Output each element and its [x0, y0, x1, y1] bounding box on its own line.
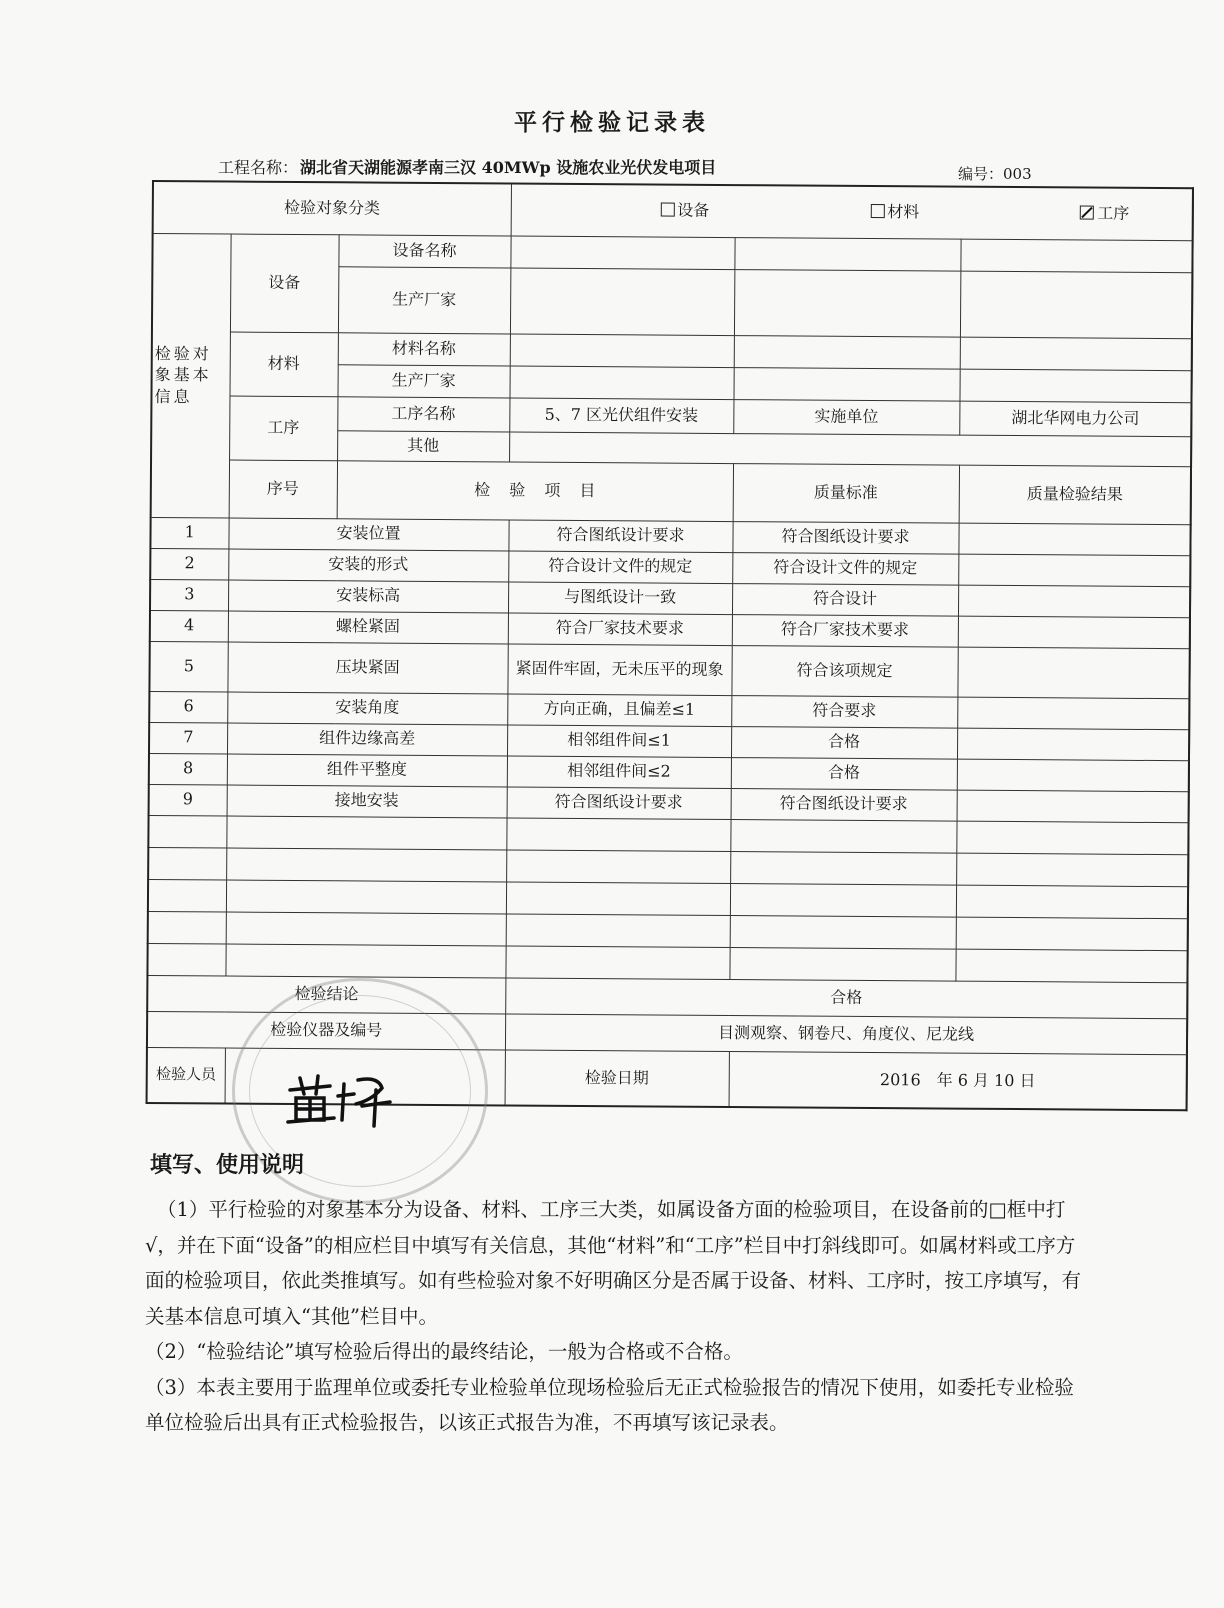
process-name-value[interactable]: 5、7 区光伏组件安装 — [509, 398, 733, 434]
equipment-name-cell[interactable] — [510, 236, 734, 270]
item-standard: 相邻组件间≤2 — [507, 755, 731, 788]
empty-cell[interactable] — [730, 915, 956, 949]
item-name: 安装的形式 — [228, 549, 508, 582]
item-standard: 符合设计文件的规定 — [508, 550, 732, 583]
instruction-paragraph-3: （3）本表主要用于监理单位或委托专业检验单位现场检验后无正式检验报告的情况下使用，如委托专业检验单位检验后出具有正式检验报告，以该正式报告为准，不再填写该记录表。 — [145, 1375, 1074, 1434]
item-result[interactable]: 符合厂家技术要求 — [732, 614, 958, 647]
material-maker-label: 生产厂家 — [337, 364, 509, 397]
process-other-label: 其他 — [337, 430, 509, 461]
checkbox-equipment-box[interactable] — [660, 203, 674, 217]
item-no: 4 — [150, 610, 228, 642]
item-remark[interactable] — [957, 790, 1189, 823]
checkbox-equipment[interactable] — [660, 202, 709, 221]
inspector-signature — [282, 1060, 402, 1130]
item-standard: 符合图纸设计要求 — [508, 519, 732, 552]
item-name: 安装位置 — [228, 518, 508, 551]
item-result[interactable]: 符合设计 — [732, 583, 958, 616]
item-name: 组件平整度 — [227, 754, 507, 787]
item-no: 6 — [149, 691, 227, 723]
empty-cell[interactable] — [147, 943, 225, 976]
item-standard: 方向正确，且偏差≤1 — [507, 693, 731, 726]
instruments-label: 检验仪器及编号 — [147, 1011, 505, 1049]
empty-cell[interactable] — [506, 849, 730, 883]
table-row — [149, 641, 1189, 698]
item-standard: 与图纸设计一致 — [508, 581, 732, 614]
equipment-name-label: 设备名称 — [338, 234, 510, 267]
header-no: 序号 — [229, 460, 337, 519]
material-name-label: 材料名称 — [338, 332, 510, 365]
instruction-paragraph-1: （1）平行检验的对象基本分为设备、材料、工序三大类，如属设备方面的检验项目，在设备前的□框中打√，并在下面“设备”的相应栏目中填写有关信息，其他“材料”和“工序”栏目中打斜线即可。如属材料或工序方面的检验项目，依此类推填写。如有些检验对象不好明确区分是否属于设备、材料、工序时，按工序填写，有关基本信息可填入“其他”栏目中。 — [145, 1198, 1082, 1328]
material-maker-cell-2[interactable] — [734, 367, 960, 401]
item-name: 安装角度 — [227, 692, 507, 725]
inspection-form-table — [146, 180, 1194, 1111]
empty-cell[interactable] — [729, 947, 955, 981]
serial-number: 编号：003 — [958, 165, 1032, 183]
checkbox-process-box[interactable] — [1080, 206, 1094, 220]
project-name: 湖北省天湖能源孝南三汉 40MWp 设施农业光伏发电项目 — [300, 158, 717, 177]
item-name: 螺栓紧固 — [228, 611, 508, 644]
page-title: 平行检验记录表 — [514, 109, 710, 136]
material-label: 材料 — [229, 332, 337, 397]
date-value[interactable]: 2016 年 6 月 10 日 — [729, 1051, 1187, 1110]
item-name: 组件边缘高差 — [227, 723, 507, 756]
instruments-value[interactable]: 目测观察、钢卷尺、角度仪、尼龙线 — [505, 1013, 1187, 1054]
item-result[interactable]: 符合图纸设计要求 — [731, 788, 957, 821]
category-label: 检验对象分类 — [153, 181, 511, 235]
item-remark[interactable] — [957, 728, 1189, 761]
header-result: 质量检验结果 — [959, 465, 1191, 525]
category-options — [511, 184, 1193, 241]
equipment-maker-label: 生产厂家 — [338, 266, 510, 333]
item-no: 1 — [150, 517, 228, 549]
empty-cell[interactable] — [225, 944, 505, 978]
equipment-label: 设备 — [230, 234, 339, 333]
item-result[interactable]: 符合要求 — [731, 695, 957, 728]
instruction-paragraph-2: （2）“检验结论”填写检验后得出的最终结论，一般为合格或不合格。 — [145, 1340, 743, 1363]
item-remark[interactable] — [958, 554, 1190, 587]
item-standard: 紧固件牢固，无未压平的现象 — [507, 643, 731, 695]
project-label: 工程名称： — [218, 158, 299, 177]
equipment-name-cell-3[interactable] — [960, 239, 1192, 273]
equipment-maker-cell-3[interactable] — [960, 271, 1192, 339]
material-maker-cell-3[interactable] — [959, 369, 1191, 403]
conclusion-value[interactable]: 合格 — [505, 977, 1187, 1018]
empty-cell[interactable] — [505, 945, 729, 979]
empty-cell[interactable] — [730, 851, 956, 885]
empty-cell[interactable] — [148, 815, 226, 848]
empty-cell[interactable] — [226, 912, 506, 946]
empty-cell[interactable] — [956, 885, 1188, 919]
process-label: 工序 — [229, 396, 337, 461]
basic-info-label: 检验对象基本信息 — [151, 233, 231, 518]
item-result[interactable]: 符合该项规定 — [731, 645, 957, 697]
equipment-name-cell-2[interactable] — [734, 237, 960, 271]
item-result[interactable]: 符合设计文件的规定 — [732, 552, 958, 585]
item-result[interactable]: 符合图纸设计要求 — [732, 521, 958, 554]
process-name-label: 工序名称 — [337, 396, 509, 431]
empty-cell[interactable] — [226, 880, 506, 914]
material-name-cell-2[interactable] — [734, 335, 960, 369]
material-maker-cell[interactable] — [510, 366, 734, 400]
items-header-row — [151, 459, 1191, 524]
process-unit-label: 实施单位 — [733, 399, 959, 435]
checkbox-material-box[interactable] — [870, 204, 884, 218]
item-result[interactable]: 合格 — [731, 757, 957, 790]
checkbox-process-label: 工序 — [1097, 203, 1130, 223]
category-row — [153, 181, 1193, 240]
checkbox-material[interactable] — [870, 203, 919, 222]
empty-cell[interactable] — [226, 848, 506, 882]
equipment-maker-cell-2[interactable] — [734, 269, 960, 337]
empty-cell[interactable] — [956, 853, 1188, 887]
inspector-label: 检验人员 — [147, 1047, 225, 1104]
item-standard: 符合图纸设计要求 — [507, 786, 731, 819]
item-name: 安装标高 — [228, 580, 508, 613]
equipment-maker-cell[interactable] — [510, 268, 734, 336]
empty-cell[interactable] — [955, 949, 1187, 983]
item-no: 2 — [150, 548, 228, 580]
material-name-cell[interactable] — [510, 334, 734, 368]
checkbox-equipment-label: 设备 — [677, 200, 710, 220]
checkbox-process[interactable] — [1080, 205, 1129, 224]
checkbox-material-label: 材料 — [887, 202, 920, 222]
empty-cell[interactable] — [226, 816, 506, 850]
project-line — [218, 155, 716, 178]
item-remark[interactable] — [957, 697, 1189, 730]
material-name-cell-3[interactable] — [960, 337, 1192, 371]
item-remark[interactable] — [957, 759, 1189, 792]
empty-cell[interactable] — [730, 819, 956, 853]
empty-cell[interactable] — [506, 817, 730, 851]
empty-cell[interactable] — [506, 881, 730, 915]
empty-cell[interactable] — [730, 883, 956, 917]
process-other-cell[interactable] — [509, 432, 1191, 467]
item-remark[interactable] — [958, 585, 1190, 618]
instructions-title: 填写、使用说明 — [150, 1153, 305, 1178]
empty-cell[interactable] — [956, 917, 1188, 951]
empty-cell[interactable] — [148, 911, 226, 944]
date-label: 检验日期 — [505, 1049, 729, 1107]
conclusion-label: 检验结论 — [147, 975, 505, 1013]
item-standard: 相邻组件间≤1 — [507, 724, 731, 757]
empty-cell[interactable] — [148, 847, 226, 880]
empty-cell[interactable] — [148, 879, 226, 912]
item-no: 5 — [149, 641, 227, 692]
header-standard: 质量标准 — [733, 463, 959, 523]
item-result[interactable]: 合格 — [731, 726, 957, 759]
item-no: 8 — [149, 753, 227, 785]
item-name: 压块紧固 — [227, 642, 507, 694]
item-no: 3 — [150, 579, 228, 611]
item-name: 接地安装 — [227, 785, 507, 818]
item-no: 9 — [149, 784, 227, 816]
item-remark[interactable] — [957, 647, 1189, 699]
item-remark[interactable] — [958, 616, 1190, 649]
instructions-body — [145, 1192, 1085, 1441]
header-item: 检 验 项 目 — [337, 460, 733, 521]
item-no: 7 — [149, 722, 227, 754]
empty-cell[interactable] — [506, 913, 730, 947]
item-standard: 符合厂家技术要求 — [508, 612, 732, 645]
item-remark[interactable] — [958, 523, 1190, 556]
empty-cell[interactable] — [956, 821, 1188, 855]
process-unit-value[interactable]: 湖北华网电力公司 — [959, 401, 1191, 437]
